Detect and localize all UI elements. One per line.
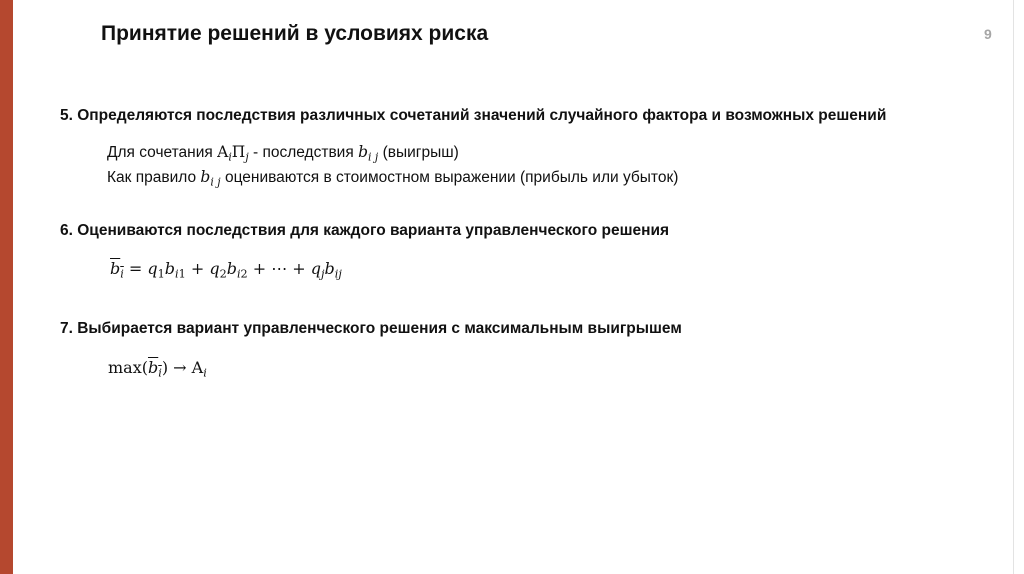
slide-title: Принятие решений в условиях риска	[101, 22, 489, 45]
divider	[1013, 0, 1014, 574]
line-2-prefix: Как правило	[107, 169, 197, 186]
accent-bar	[0, 0, 13, 574]
section-6-heading: 6. Оцениваются последствия для каждого варианта управленческого решения	[60, 222, 670, 239]
formula-ai: $A_i\Pi_j$	[217, 143, 249, 164]
line-1-prefix: Для сочетания	[107, 144, 213, 161]
section-5-line-2	[107, 168, 678, 188]
line-1-middle: - последствия	[253, 144, 354, 161]
formula-bij: $b_{i j}$	[358, 143, 379, 164]
section-5-heading: 5. Определяются последствия различных сочетаний значений случайного фактора и возможных решений	[60, 107, 887, 124]
section-5-line-1	[107, 143, 459, 163]
formula-bij-2: $b_{i j}$	[200, 168, 221, 189]
line-1-suffix: (выигрыш)	[382, 144, 459, 161]
max-formula: $\max(b_i) \to A_i$	[108, 358, 207, 380]
page-number: 9	[984, 26, 992, 42]
expected-value-formula: $b_i = q_1b_{i1} + q_2b_{i2}$ + ⋯ + $q_jb_{ij}$	[110, 259, 342, 281]
line-2-suffix: оцениваются в стоимостном выражении (прибыль или убыток)	[224, 169, 679, 186]
section-7-heading: 7. Выбирается вариант управленческого решения с максимальным выигрышем	[60, 320, 682, 337]
